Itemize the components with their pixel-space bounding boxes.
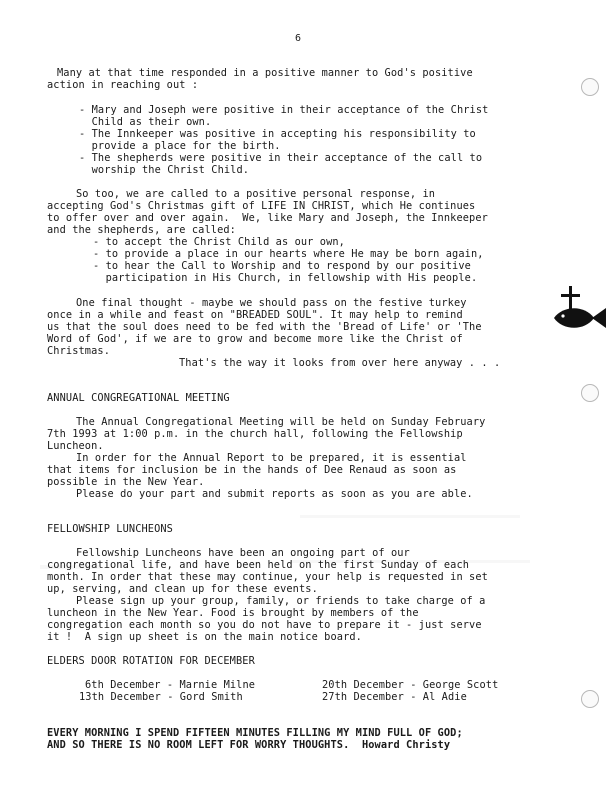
body-text-line: 7th 1993 at 1:00 p.m. in the church hall, following the Fellowship — [47, 428, 463, 440]
bullet-line: - to provide a place in our hearts where He may be born again, — [93, 248, 484, 260]
binder-hole — [581, 384, 599, 402]
body-text-line: luncheon in the New Year. Food is brought by members of the — [47, 607, 419, 619]
bullet-line: Child as their own. — [79, 116, 212, 128]
page-number: 6 — [295, 33, 302, 44]
body-text-line: month. In order that these may continue, your help is requested in set — [47, 571, 488, 583]
fish-cross-icon — [552, 284, 608, 342]
bullet-line: participation in His Church, in fellowship with His people. — [93, 272, 478, 284]
bullet-line: - The shepherds were positive in their acceptance of the call to — [79, 152, 483, 164]
rotation-entry: 6th December - Marnie Milne — [85, 679, 256, 691]
binder-hole — [581, 690, 599, 708]
bullet-line: - The Innkeeper was positive in accepting his responsibility to — [79, 128, 476, 140]
closing-line: That's the way it looks from over here anyway . . . — [179, 357, 501, 369]
body-text-line: The Annual Congregational Meeting will be held on Sunday February — [76, 416, 486, 428]
body-text-line: it ! A sign up sheet is on the main notice board. — [47, 631, 362, 643]
body-text-line: and the shepherds, are called: — [47, 224, 236, 236]
bullet-line: worship the Christ Child. — [79, 164, 250, 176]
body-text-line: congregational life, and have been held on the first Sunday of each — [47, 559, 470, 571]
body-text-line: Please sign up your group, family, or friends to take charge of a — [76, 595, 486, 607]
body-text-line: congregation each month so you do not have to prepare it - just serve — [47, 619, 482, 631]
body-text-line: One final thought - maybe we should pass on the festive turkey — [76, 297, 467, 309]
rotation-entry: 20th December - George Scott — [322, 679, 499, 691]
body-text-line: In order for the Annual Report to be prepared, it is essential — [76, 452, 467, 464]
body-text-line: possible in the New Year. — [47, 476, 205, 488]
body-text-line: up, serving, and clean up for these events. — [47, 583, 318, 595]
section-heading: ELDERS DOOR ROTATION FOR DECEMBER — [47, 655, 255, 667]
bullet-line: - to hear the Call to Worship and to respond by our positive — [93, 260, 471, 272]
body-text-line: to offer over and over again. We, like Mary and Joseph, the Innkeeper — [47, 212, 488, 224]
bullet-line: - to accept the Christ Child as our own, — [93, 236, 345, 248]
section-heading: ANNUAL CONGREGATIONAL MEETING — [47, 392, 230, 404]
body-text-line: Christmas. — [47, 345, 110, 357]
body-text-line: Fellowship Luncheons have been an ongoing part of our — [76, 547, 410, 559]
body-text-line: Word of God', if we are to grow and become more like the Christ of — [47, 333, 463, 345]
closing-quote-line: AND SO THERE IS NO ROOM LEFT FOR WORRY THOUGHTS. Howard Christy — [47, 739, 451, 751]
section-heading: FELLOWSHIP LUNCHEONS — [47, 523, 173, 535]
closing-quote-line: EVERY MORNING I SPEND FIFTEEN MINUTES FILLING MY MIND FULL OF GOD; — [47, 727, 463, 739]
rotation-entry: 13th December - Gord Smith — [79, 691, 243, 703]
body-text-line: Many at that time responded in a positive manner to God's positive — [57, 67, 473, 79]
body-text-line: Please do your part and submit reports as soon as you are able. — [76, 488, 473, 500]
bullet-line: provide a place for the birth. — [79, 140, 281, 152]
body-text-line: that items for inclusion be in the hands of Dee Renaud as soon as — [47, 464, 457, 476]
rotation-entry: 27th December - Al Adie — [322, 691, 467, 703]
body-text-line: once in a while and feast on "BREADED SOUL". It may help to remind — [47, 309, 463, 321]
body-text-line: us that the soul does need to be fed with the 'Bread of Life' or 'The — [47, 321, 482, 333]
body-text-line: action in reaching out : — [47, 79, 199, 91]
body-text-line: So too, we are called to a positive personal response, in — [76, 188, 436, 200]
body-text-line: accepting God's Christmas gift of LIFE IN CHRIST, which He continues — [47, 200, 476, 212]
bullet-line: - Mary and Joseph were positive in their acceptance of the Christ — [79, 104, 489, 116]
binder-hole — [581, 78, 599, 96]
bleed-through-mark — [300, 515, 520, 518]
body-text-line: Luncheon. — [47, 440, 104, 452]
